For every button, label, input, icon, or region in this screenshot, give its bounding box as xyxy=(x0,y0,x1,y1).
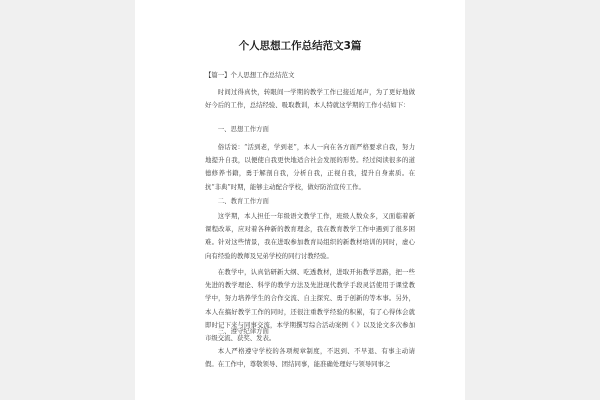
paragraph-education-work: 这学期，本人担任一年级语文教学工作，班级人数众多，又面临着新课程改革，应对着各种新的教育理念，我在教育教学工作中遇到了很多困难。针对这些情景，我在进取参加教育局组织的新教材培训的同时，虚心向有经验的教师及兄弟学校的同行讨教经验。 xyxy=(205,212,415,260)
heading-education-work: 二、教育工作方面 xyxy=(217,197,269,205)
paragraph-thought-work: 俗话说：“活到老，学到老”，本人一向在各方面严格要求自我，努力地提升自我，以便使自我更快地适合社会发展的形势。经过阅读很多的道德修养书籍，勇于解剖自我，分析自我，正视自我，提升自身素质。在抗“非典”时期，能够主动配合学校，做好防治宣传工作。 xyxy=(205,143,415,191)
section-tag: 【篇一】个人思想工作总结范文 xyxy=(205,71,295,79)
document-title: 个人思想工作总结范文3篇 xyxy=(238,40,362,52)
document-page xyxy=(135,0,465,400)
heading-thought-work: 一、思想工作方面 xyxy=(217,125,269,133)
intro-paragraph: 时间过得真快，转眼间一学期的教学工作已接近尾声，为了更好地做好今后的工作，总结经验、吸取教训，本人特就这学期的工作小结如下： xyxy=(205,88,415,110)
paragraph-teaching: 在教学中，认真钻研新大纲、吃透教材，进取开拓教学思路，把一些先进的教学理论、科学的教学方法及先进现代教学手段灵活使用于课堂教学中，努力培养学生的合作交流、自主探究、勇于创新的等本事。另外，本人在搞好教学工作的同时，还很注重教学经验的积累，有了心得体会就即时记下来与同事交流，本学期撰写综合活动案例《 》以及论文多次参加市级交流、获奖、发表。 xyxy=(205,268,415,343)
paragraph-discipline: 本人严格遵守学校的各项规章制度，不迟到、不早退、有事主动请假。在工作中，尊敬领导、团结同事，能准确处理好与领导同事之 xyxy=(205,347,415,369)
heading-discipline: 三、遵守纪律方面 xyxy=(217,327,269,335)
